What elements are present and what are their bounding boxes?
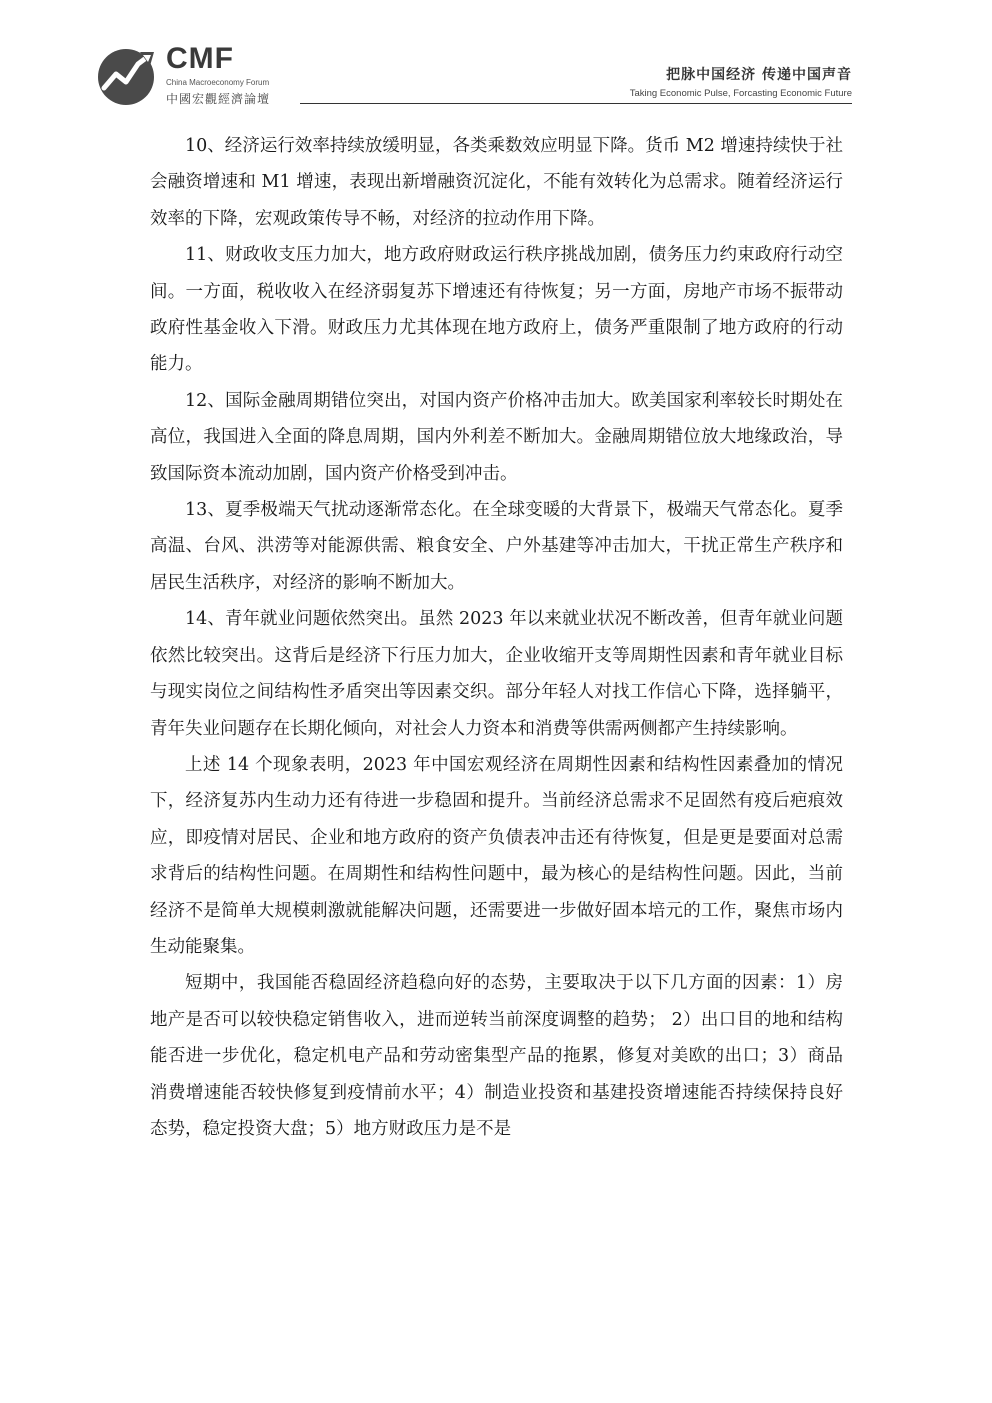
slogan-chinese: 把脉中国经济 传递中国声音	[666, 67, 852, 83]
paragraph-12: 12、国际金融周期错位突出，对国内资产价格冲击加大。欧美国家利率较长时期处在高位，我国进入全面的降息周期，国内外利差不断加大。金融周期错位放大地缘政治，导致国际资本流动加剧，国内资产价格受到冲击。	[150, 390, 843, 484]
document-body	[150, 128, 843, 1147]
cmf-logo	[96, 40, 316, 110]
header-rule	[300, 103, 852, 104]
paragraph-short-term: 短期中，我国能否稳固经济趋稳向好的态势，主要取决于以下几方面的因素：1）房地产是否可以较快稳定销售收入，进而逆转当前深度调整的趋势； 2）出口目的地和结构能否进一步优化，稳定机电产品和劳动密集型产品的拖累，修复对美欧的出口；3）商品消费增速能否较快修复到疫情前水平；4）制造业投资和基建投资增速能否持续保持良好态势，稳定投资大盘；5）地方财政压力是不是	[150, 973, 843, 1139]
paragraph-13: 13、夏季极端天气扰动逐渐常态化。在全球变暖的大背景下，极端天气常态化。夏季高温、台风、洪涝等对能源供需、粮食安全、户外基建等冲击加大，干扰正常生产秩序和居民生活秩序，对经济的影响不断加大。	[150, 500, 843, 593]
paragraph-10: 10、经济运行效率持续放缓明显，各类乘数效应明显下降。货币 M2 增速持续快于社会融资增速和 M1 增速，表现出新增融资沉淀化，不能有效转化为总需求。随着经济运行效率的下降，宏观政策传导不畅，对经济的拉动作用下降。	[150, 136, 843, 229]
cmf-logo-icon	[96, 44, 162, 106]
logo-subtitle: China Macroeconomy Forum	[166, 78, 270, 87]
logo-chinese-name: 中國宏觀經濟論壇	[166, 92, 271, 106]
page-header	[0, 0, 992, 112]
slogan-english: Taking Economic Pulse, Forcasting Economic Future	[629, 88, 852, 99]
paragraph-14: 14、青年就业问题依然突出。虽然 2023 年以来就业状况不断改善，但青年就业问题依然比较突出。这背后是经济下行压力加大，企业收缩开支等周期性因素和青年就业目标与现实岗位之间结构性矛盾突出等因素交织。部分年轻人对找工作信心下降，选择躺平，青年失业问题存在长期化倾向，对社会人力资本和消费等供需两侧都产生持续影响。	[150, 609, 843, 739]
paragraph-11: 11、财政收支压力加大，地方政府财政运行秩序挑战加剧，债务压力约束政府行动空间。一方面，税收收入在经济弱复苏下增速还有待恢复；另一方面，房地产市场不振带动政府性基金收入下滑。财政压力尤其体现在地方政府上，债务严重限制了地方政府的行动能力。	[150, 245, 843, 375]
logo-text: CMF	[166, 42, 234, 75]
paragraph-summary: 上述 14 个现象表明，2023 年中国宏观经济在周期性因素和结构性因素叠加的情况下，经济复苏内生动力还有待进一步稳固和提升。当前经济总需求不足固然有疫后疤痕效应，即疫情对居民、企业和地方政府的资产负债表冲击还有待恢复，但是更是要面对总需求背后的结构性问题。在周期性和结构性问题中，最为核心的是结构性问题。因此，当前经济不是简单大规模刺激就能解决问题，还需要进一步做好固本培元的工作，聚焦市场内生动能聚集。	[150, 754, 843, 957]
header-slogan	[630, 64, 852, 99]
